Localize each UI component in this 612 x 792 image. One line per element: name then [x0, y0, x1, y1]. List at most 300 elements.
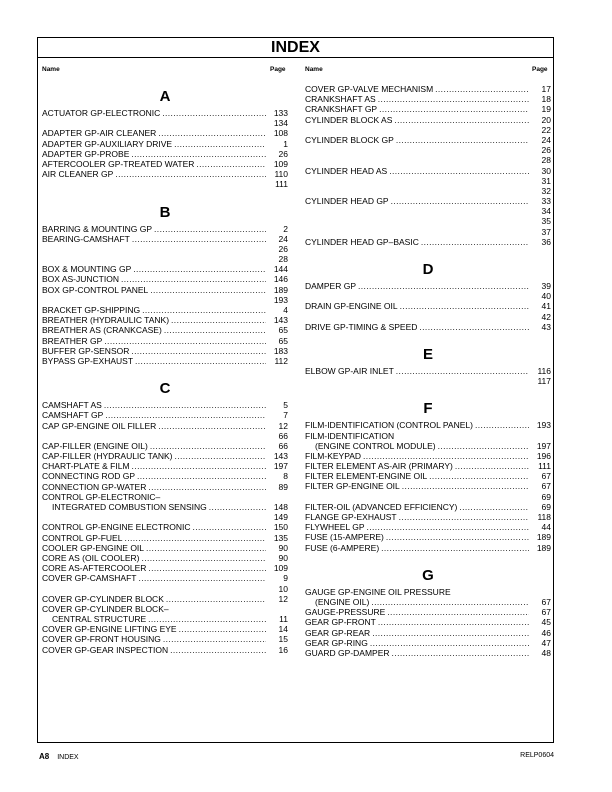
index-entry [305, 420, 551, 430]
leader-dots [131, 149, 266, 159]
entry-name: COVER GP-CYLINDER BLOCK– [42, 603, 169, 614]
page-number: 118 [537, 512, 551, 522]
entry-name: CONNECTION GP-WATER [42, 481, 147, 492]
index-entry [42, 461, 288, 471]
leader-dots [429, 471, 529, 481]
index-entry [42, 108, 288, 118]
index-entry [42, 451, 288, 461]
index-entry [42, 410, 288, 420]
entry-name: CRANKSHAFT AS [305, 94, 376, 105]
page-number: 31 [541, 175, 551, 186]
entry-name: FUSE (6-AMPERE) [305, 542, 380, 553]
leader-dots [419, 322, 529, 332]
leader-dots [148, 614, 266, 624]
entry-name: DAMPER GP [305, 281, 357, 291]
index-entry [42, 356, 288, 366]
page-number: 45 [541, 617, 551, 628]
footer-doc-code: RELP0604 [520, 752, 554, 759]
index-entry [42, 400, 288, 410]
index-entry [305, 115, 551, 125]
page-number: 90 [278, 542, 288, 553]
page-number: 196 [536, 450, 551, 461]
index-entry [42, 264, 288, 274]
leader-dots [179, 624, 266, 634]
index-entry [42, 336, 288, 346]
index-entry [305, 543, 551, 553]
leader-dots [105, 410, 266, 420]
entry-name: BEARING-CAMSHAFT [42, 233, 130, 244]
index-page-continuation [305, 291, 551, 301]
page-number: 89 [278, 481, 288, 492]
entry-name: CAP-FILLER (ENGINE OIL) [42, 440, 148, 451]
entry-name: BOX & MOUNTING GP [42, 264, 132, 275]
entry-name: FILM-IDENTIFICATION (CONTROL PANEL) [305, 420, 473, 431]
page-number: 183 [273, 345, 288, 356]
page-number: 66 [278, 440, 288, 451]
page-number: 14 [278, 624, 288, 635]
page-number: 66 [278, 430, 288, 441]
index-page-continuation [305, 186, 551, 196]
index-entry [42, 149, 288, 159]
index-entry [42, 533, 288, 543]
index-entry [305, 431, 551, 441]
index-entry [305, 237, 551, 247]
entry-name: GEAR GP-FRONT [305, 617, 376, 628]
leader-dots [138, 573, 266, 583]
index-entry [305, 84, 551, 94]
index-entry [305, 628, 551, 638]
index-entry [42, 346, 288, 356]
page-number: 146 [273, 274, 288, 285]
leader-dots [402, 481, 529, 491]
leader-dots [124, 533, 266, 543]
page-number: 15 [278, 634, 288, 645]
leader-dots [475, 420, 529, 430]
entry-name: GEAR GP-RING [305, 637, 368, 648]
entry-name: FILTER ELEMENT AS-AIR (PRIMARY) [305, 461, 453, 472]
page-number: 47 [541, 637, 551, 648]
page-number: 30 [541, 165, 551, 176]
page-number: 42 [541, 311, 551, 322]
page-number: 2 [283, 223, 288, 234]
index-entry [42, 594, 288, 604]
page-number: 22 [541, 124, 551, 135]
leader-dots [192, 522, 266, 532]
entry-name: COVER GP-FRONT HOUSING [42, 634, 161, 645]
leader-dots [459, 502, 529, 512]
entry-name: BREATHER AS (CRANKCASE) [42, 325, 162, 336]
page-number: 17 [541, 84, 551, 94]
page-number: 67 [541, 481, 551, 492]
leader-dots [358, 281, 529, 291]
index-entry [305, 532, 551, 542]
index-entry [305, 451, 551, 461]
leader-dots [209, 502, 266, 512]
page-number: 189 [273, 284, 288, 295]
entry-name: INTEGRATED COMBUSTION SENSING [52, 502, 207, 512]
entry-name: GAUGE GP-ENGINE OIL PRESSURE [305, 586, 451, 597]
page-number: 197 [273, 461, 288, 472]
leader-dots [386, 532, 529, 542]
entry-name: FILTER GP-ENGINE OIL [305, 481, 400, 492]
entry-name: ELBOW GP-AIR INLET [305, 365, 394, 376]
index-page-continuation [42, 254, 288, 264]
page-number: 108 [273, 128, 288, 139]
entry-name: (ENGINE OIL) [315, 596, 370, 607]
page-number: 109 [273, 563, 288, 574]
leader-dots [196, 159, 266, 169]
index-entry [42, 624, 288, 634]
leader-dots [435, 84, 529, 94]
leader-dots [455, 461, 529, 471]
leader-dots [132, 234, 266, 244]
leader-dots [389, 166, 529, 176]
leader-dots [131, 346, 266, 356]
entry-name: COVER GP-VALVE MECHANISM [305, 84, 434, 94]
page-number: 36 [541, 236, 551, 247]
leader-dots [372, 628, 529, 638]
index-entry [305, 502, 551, 512]
entry-name: AFTERCOOLER GP-TREATED WATER [42, 158, 195, 169]
entry-name: CAMSHAFT AS [42, 400, 102, 411]
index-page-continuation [305, 492, 551, 502]
leader-dots [166, 594, 266, 604]
leader-dots [132, 461, 266, 471]
index-page-continuation [42, 512, 288, 522]
entry-name: ADAPTER GP-AIR CLEANER [42, 128, 157, 139]
index-frame [37, 37, 554, 743]
page-number: 111 [538, 461, 551, 472]
entry-name: CORE AS (OIL COOLER) [42, 552, 140, 563]
entry-name: FLANGE GP-EXHAUST [305, 512, 397, 522]
index-entry [305, 512, 551, 522]
page-number: 193 [273, 294, 288, 305]
entry-name: COVER GP-GEAR INSPECTION [42, 644, 169, 655]
leader-dots [162, 108, 266, 118]
page-title: INDEX [271, 39, 320, 56]
page-number: 143 [273, 451, 288, 462]
page-number: 24 [278, 233, 288, 244]
entry-name: FILTER ELEMENT-ENGINE OIL [305, 471, 428, 482]
leader-dots [154, 224, 266, 234]
leader-dots [158, 128, 266, 138]
leader-dots [174, 139, 266, 149]
page-number: 8 [283, 471, 288, 482]
leader-dots [396, 135, 529, 145]
page-number: 65 [278, 325, 288, 336]
leader-dots [379, 104, 529, 114]
page-number: 16 [278, 644, 288, 655]
leader-dots [150, 441, 266, 451]
page-number: 26 [278, 243, 288, 254]
index-entry [42, 553, 288, 563]
entry-name: CHART-PLATE & FILM [42, 461, 130, 472]
entry-name: BRACKET GP-SHIPPING [42, 305, 141, 315]
entry-name: ADAPTER GP-PROBE [42, 148, 130, 159]
index-entry [42, 441, 288, 451]
leader-dots [175, 451, 266, 461]
entry-name: CRANKSHAFT GP [305, 104, 378, 115]
leader-dots [141, 553, 266, 563]
leader-dots [363, 451, 529, 461]
page-number: 67 [541, 607, 551, 618]
entry-name: CYLINDER BLOCK GP [305, 134, 394, 145]
index-entry [305, 471, 551, 481]
entry-name: CONNECTING ROD GP [42, 471, 136, 482]
index-page-continuation [305, 227, 551, 237]
page-number: 28 [278, 254, 288, 265]
entry-name: BOX GP-CONTROL PANEL [42, 284, 149, 295]
index-column-left [42, 84, 288, 655]
page-number: 149 [273, 512, 288, 523]
page-number: 109 [273, 158, 288, 169]
entry-name: CONTROL GP-ENGINE ELECTRONIC [42, 522, 191, 533]
index-entry [305, 104, 551, 114]
entry-name: CYLINDER HEAD GP [305, 196, 389, 207]
index-entry [305, 461, 551, 471]
index-entry [42, 159, 288, 169]
leader-dots [399, 512, 529, 522]
entry-name: CENTRAL STRUCTURE [52, 614, 147, 625]
index-entry [42, 614, 288, 624]
page-number: 148 [273, 502, 288, 512]
index-entry [42, 169, 288, 179]
entry-name: FUSE (15-AMPERE) [305, 532, 384, 543]
page-number: 26 [278, 148, 288, 159]
entry-name: CYLINDER HEAD AS [305, 165, 388, 176]
index-page-continuation [42, 431, 288, 441]
section-letter: F [423, 400, 433, 418]
index-entry [42, 224, 288, 234]
entry-name: GEAR GP-REAR [305, 627, 371, 638]
entry-name: DRAIN GP-ENGINE OIL [305, 301, 398, 312]
leader-dots [378, 617, 529, 627]
leader-dots [164, 325, 266, 335]
page-number: 20 [541, 114, 551, 125]
section-letter: C [159, 380, 171, 398]
index-entry [42, 305, 288, 315]
index-entry [42, 645, 288, 655]
index-page-continuation [305, 155, 551, 165]
page-number: 7 [283, 410, 288, 421]
index-entry [305, 322, 551, 332]
index-entry [305, 196, 551, 206]
leader-dots [158, 421, 266, 431]
index-entry [42, 285, 288, 295]
footer-section: INDEX [57, 754, 79, 761]
leader-dots [163, 634, 266, 644]
index-entry [305, 617, 551, 627]
index-entry [305, 607, 551, 617]
index-entry [305, 366, 551, 376]
index-page-continuation [305, 312, 551, 322]
page-number: 39 [541, 281, 551, 291]
index-entry [42, 234, 288, 244]
leader-dots [150, 285, 266, 295]
page-number: 193 [536, 420, 551, 431]
index-entry [42, 315, 288, 325]
leader-dots [371, 597, 529, 607]
leader-dots [142, 305, 266, 315]
entry-name: BUFFER GP-SENSOR [42, 345, 130, 356]
page-number: 43 [541, 321, 551, 332]
leader-dots [392, 648, 529, 658]
page-number: 69 [541, 491, 551, 502]
entry-name: CONTROL GP-FUEL [42, 532, 123, 543]
page-number: 18 [541, 94, 551, 105]
index-entry [305, 587, 551, 597]
right-name-header: Name [305, 66, 323, 73]
right-page-header: Page [532, 66, 548, 73]
title-divider [38, 57, 553, 58]
index-page-continuation [42, 244, 288, 254]
index-entry [42, 522, 288, 532]
index-page-continuation [305, 206, 551, 216]
page-number: 26 [541, 145, 551, 156]
index-entry [305, 301, 551, 311]
page-number: 40 [541, 291, 551, 302]
entry-name: BREATHER GP [42, 335, 103, 346]
footer-page-number: A8 [39, 752, 50, 761]
entry-name: GAUGE-PRESSURE [305, 607, 386, 618]
page-number: 34 [541, 206, 551, 217]
leader-dots [381, 543, 529, 553]
section-letter: A [159, 88, 171, 105]
page-number: 67 [541, 596, 551, 607]
index-entry [42, 471, 288, 481]
entry-name: COVER GP-ENGINE LIFTING EYE [42, 624, 177, 635]
index-entry [42, 573, 288, 583]
index-page-continuation [42, 179, 288, 189]
leader-dots [170, 645, 266, 655]
index-page-continuation [305, 376, 551, 386]
page-number: 90 [278, 552, 288, 563]
entry-name: CYLINDER BLOCK AS [305, 114, 393, 125]
page-number: 197 [536, 440, 551, 451]
index-entry [42, 421, 288, 431]
entry-name: CAMSHAFT GP [42, 410, 104, 421]
leader-dots [370, 638, 529, 648]
leader-dots [148, 563, 266, 573]
index-entry [305, 281, 551, 291]
entry-name: FLYWHEEL GP [305, 522, 365, 533]
entry-name: BOX AS-JUNCTION [42, 274, 119, 285]
entry-name: ADAPTER GP-AUXILIARY DRIVE [42, 138, 173, 149]
index-entry [305, 648, 551, 658]
page-number: 150 [273, 522, 288, 533]
leader-dots [171, 315, 266, 325]
page-number: 1 [283, 138, 288, 149]
page-number: 19 [541, 104, 551, 115]
index-page-continuation [305, 176, 551, 186]
index-page-continuation [42, 584, 288, 594]
index-page-continuation [305, 125, 551, 135]
leader-dots [146, 543, 266, 553]
page-number: 5 [283, 400, 288, 411]
section-letter: D [422, 261, 434, 278]
index-entry [42, 325, 288, 335]
page-number: 12 [278, 420, 288, 431]
index-entry [42, 502, 288, 512]
index-entry [42, 604, 288, 614]
page-number: 117 [537, 376, 551, 387]
entry-name: FILM-IDENTIFICATION [305, 430, 395, 441]
index-entry [42, 274, 288, 284]
index-entry [305, 441, 551, 451]
page-number: 189 [536, 542, 551, 553]
page-number: 133 [273, 108, 288, 118]
section-letter: E [422, 345, 433, 363]
page-number: 12 [278, 593, 288, 604]
entry-name: BARRING & MOUNTING GP [42, 223, 153, 234]
page-number: 135 [273, 532, 288, 543]
page-number: 189 [536, 532, 551, 543]
page-number: 116 [537, 365, 551, 376]
page-footer [39, 752, 554, 761]
page-number: 48 [541, 647, 551, 658]
index-entry [42, 139, 288, 149]
page-number: 9 [283, 573, 288, 584]
index-entry [42, 492, 288, 502]
entry-name: COOLER GP-ENGINE OIL [42, 542, 145, 553]
index-column-right [305, 84, 551, 658]
entry-name: BYPASS GP-EXHAUST [42, 355, 134, 366]
page-number: 37 [541, 226, 551, 237]
index-page-continuation [305, 145, 551, 155]
page-number: 33 [541, 196, 551, 207]
leader-dots [135, 356, 266, 366]
leader-dots [121, 274, 266, 284]
index-entry [305, 522, 551, 532]
entry-name: BREATHER (HYDRAULIC TANK) [42, 315, 170, 326]
leader-dots [396, 366, 529, 376]
page-number: 67 [541, 471, 551, 482]
index-entry [305, 638, 551, 648]
index-entry [305, 135, 551, 145]
entry-name: FILTER-OIL (ADVANCED EFFICIENCY) [305, 501, 458, 512]
entry-name: CYLINDER HEAD GP–BASIC [305, 236, 419, 247]
leader-dots [104, 336, 266, 346]
page-number: 4 [283, 305, 288, 315]
index-entry [305, 166, 551, 176]
leader-dots [104, 400, 266, 410]
page-number: 41 [541, 301, 551, 312]
page-number: 69 [541, 501, 551, 512]
left-page-header: Page [270, 66, 286, 73]
page-number: 46 [541, 627, 551, 638]
index-entry [305, 94, 551, 104]
entry-name: GUARD GP-DAMPER [305, 647, 390, 658]
entry-name: CONTROL GP-ELECTRONIC– [42, 491, 161, 502]
page-number: 110 [274, 169, 288, 180]
entry-name: COVER GP-CYLINDER BLOCK [42, 593, 164, 604]
index-entry [305, 481, 551, 491]
page-number: 10 [278, 583, 288, 594]
entry-name: CAP GP-ENGINE OIL FILLER [42, 420, 157, 431]
leader-dots [421, 237, 529, 247]
leader-dots [400, 301, 529, 311]
index-page-continuation [305, 216, 551, 226]
entry-name: ACTUATOR GP-ELECTRONIC [42, 108, 161, 118]
index-entry [42, 634, 288, 644]
entry-name: FILM-KEYPAD [305, 450, 362, 461]
index-entry [42, 482, 288, 492]
page-number: 143 [273, 315, 288, 326]
leader-dots [387, 607, 529, 617]
index-entry [42, 563, 288, 573]
index-entry [305, 597, 551, 607]
entry-name: COVER GP-CAMSHAFT [42, 573, 137, 584]
